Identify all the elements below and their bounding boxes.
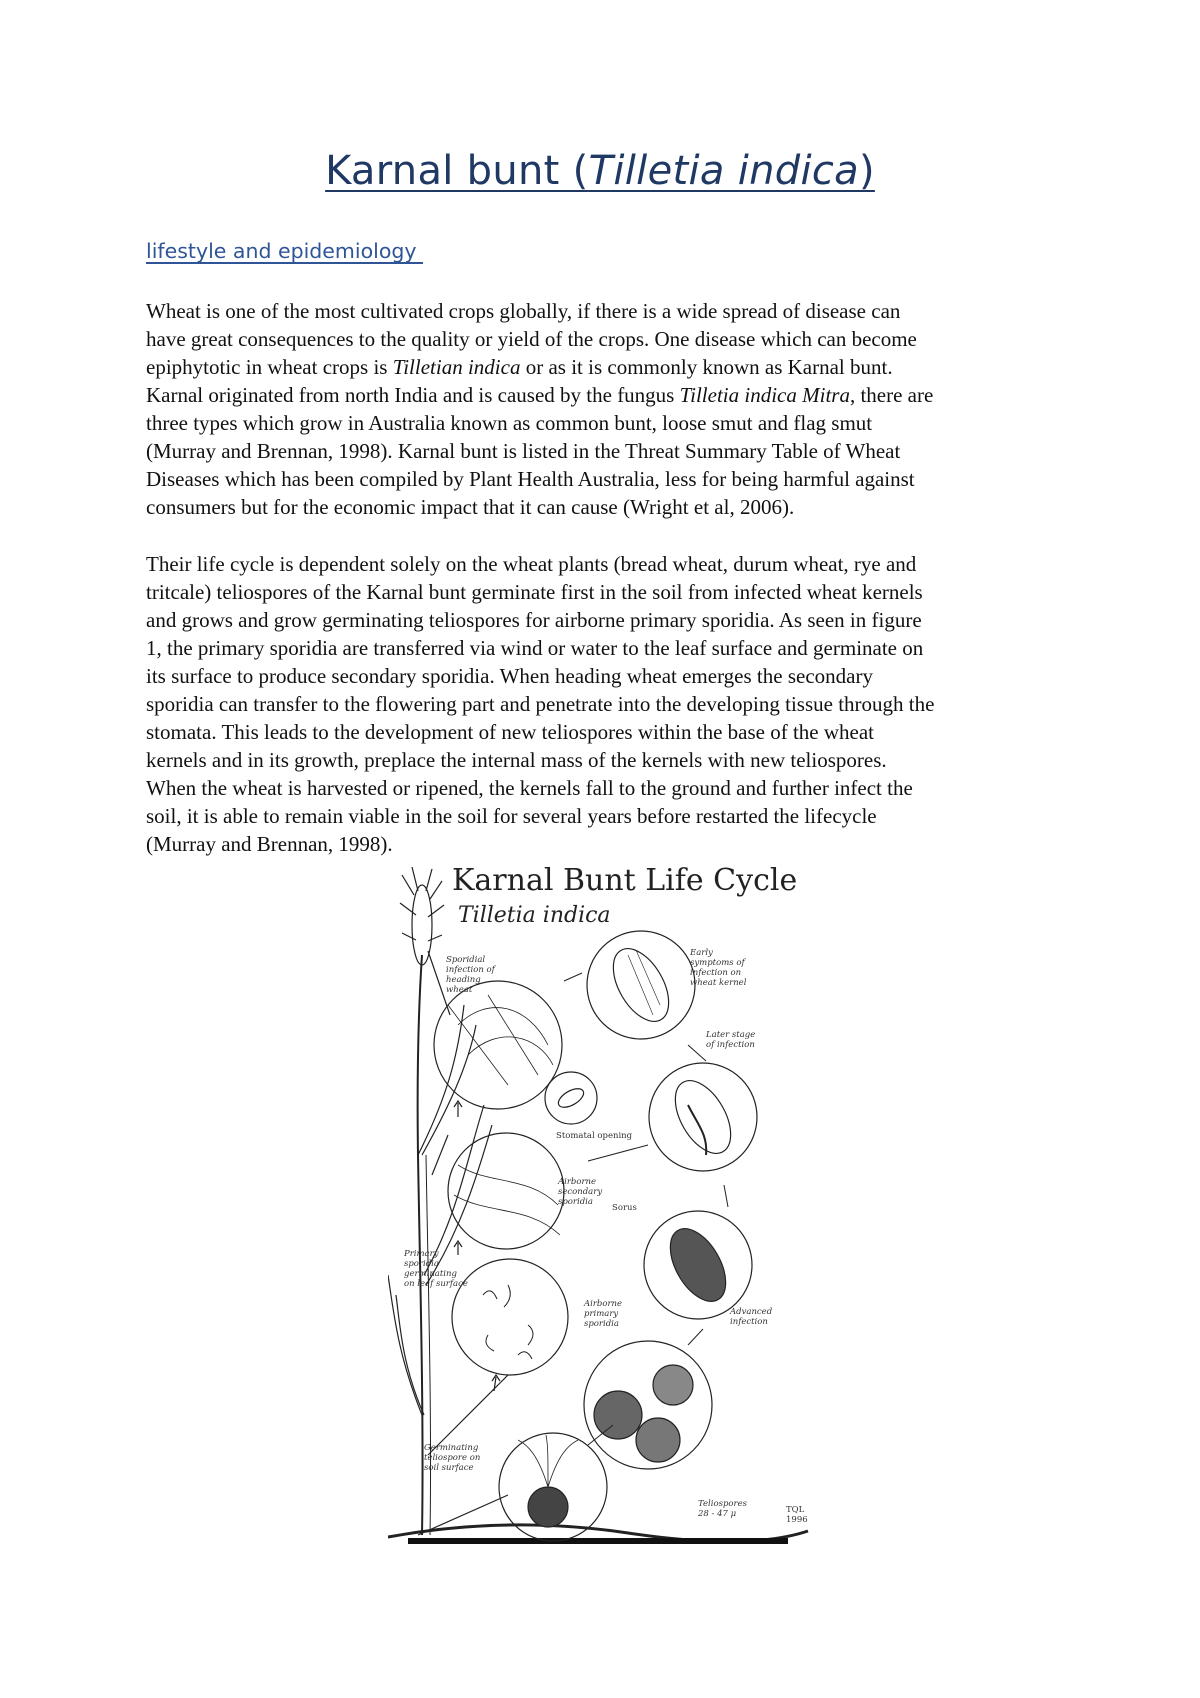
text-line: its surface to produce secondary sporidia. When heading wheat emerges the secondary (146, 664, 873, 688)
leaf-1 (418, 1005, 464, 1155)
circle-later-stage (649, 1063, 757, 1171)
figure-subtitle: Tilletia indica (458, 903, 611, 928)
label-later-stage: Later stage of infection (706, 1030, 756, 1050)
text-line: Diseases which has been compiled by Plant Health Australia, less for being harmful against (146, 467, 915, 491)
text-line: Wheat is one of the most cultivated crops globally, if there is a wide spread of disease can (146, 299, 901, 323)
text-line: Karnal originated from north India and is caused by the fungus Tilletia indica Mitra, there are (146, 383, 934, 407)
text-line: three types which grow in Australia known as common bunt, loose smut and flag smut (146, 411, 873, 435)
figure-title: Karnal Bunt Life Cycle (452, 863, 798, 898)
life-cycle-figure (388, 855, 848, 1545)
leaf-3 (388, 1275, 422, 1415)
circle-primary-sporidia (452, 1259, 568, 1375)
label-airborne-secondary: Airborne secondary sporidia (558, 1177, 603, 1207)
circle-sporidial-infection (434, 981, 562, 1109)
label-sporidial-infection: Sporidial infection of heading wheat (446, 955, 495, 995)
text-line: Their life cycle is dependent solely on the wheat plants (bread wheat, durum wheat, rye and (146, 552, 917, 576)
text-line: kernels and in its growth, preplace the internal mass of the kernels with new teliospores. (146, 748, 887, 772)
title-italic-species: Tilletia indica (588, 148, 859, 194)
label-stomatal-opening: Stomatal opening (556, 1131, 633, 1141)
label-signature: TQL 1996 (786, 1505, 808, 1525)
italic-species-name: Tilletia indica Mitra (679, 383, 850, 407)
label-germinating-teliospore: Germinating teliospore on soil surface (424, 1443, 481, 1473)
text-line: (Murray and Brennan, 1998). (146, 832, 393, 856)
label-early-symptoms: Early symptoms of infection on wheat kernel (690, 948, 747, 988)
section-heading: lifestyle and epidemiology (146, 239, 424, 263)
circle-secondary-sporidia (448, 1133, 564, 1249)
text-line: have great consequences to the quality or yield of the crops. One disease which can become (146, 327, 917, 351)
title-close-paren: ) (858, 148, 875, 194)
text-line: soil, it is able to remain viable in the soil for several years before restarted the lifecycle (146, 804, 877, 828)
text-line: 1, the primary sporidia are transferred via wind or water to the leaf surface and germinate on (146, 636, 924, 660)
text-line: consumers but for the economic impact that it can cause (Wright et al, 2006). (146, 495, 795, 519)
label-teliospores: Teliospores 28 - 47 μ (698, 1499, 747, 1519)
title-text: Karnal bunt ( (325, 148, 589, 194)
text-line: When the wheat is harvested or ripened, the kernels fall to the ground and further infect the (146, 776, 913, 800)
italic-species-name: Tilletian indica (392, 355, 521, 379)
text-line: stomata. This leads to the development of new teliospores within the base of the wheat (146, 720, 875, 744)
document-title (0, 148, 1200, 194)
text-line: and grows and grow germinating teliospores for airborne primary sporidia. As seen in figure (146, 608, 922, 632)
text-line: (Murray and Brennan, 1998). Karnal bunt is listed in the Threat Summary Table of Wheat (146, 439, 901, 463)
label-sorus: Sorus (612, 1203, 637, 1213)
text-line: sporidia can transfer to the flowering part and penetrate into the developing tissue through the (146, 692, 935, 716)
text-line: epiphytotic in wheat crops is Tilletian indica or as it is commonly known as Karnal bunt. (146, 355, 893, 379)
circle-early-symptoms (587, 931, 695, 1039)
text-line: tritcale) teliospores of the Karnal bunt germinate first in the soil from infected wheat kernels (146, 580, 923, 604)
circle-stomatal-opening (545, 1072, 597, 1124)
paragraph-1 (146, 297, 1076, 521)
label-advanced-infection: Advanced infection (730, 1307, 773, 1327)
wheat-stem (418, 955, 423, 1535)
label-airborne-primary: Airborne primary sporidia (584, 1299, 623, 1329)
paragraph-2 (146, 550, 1076, 858)
label-primary-sporidia-leaf: Primary sporidia germinating on leaf surface (404, 1249, 468, 1289)
